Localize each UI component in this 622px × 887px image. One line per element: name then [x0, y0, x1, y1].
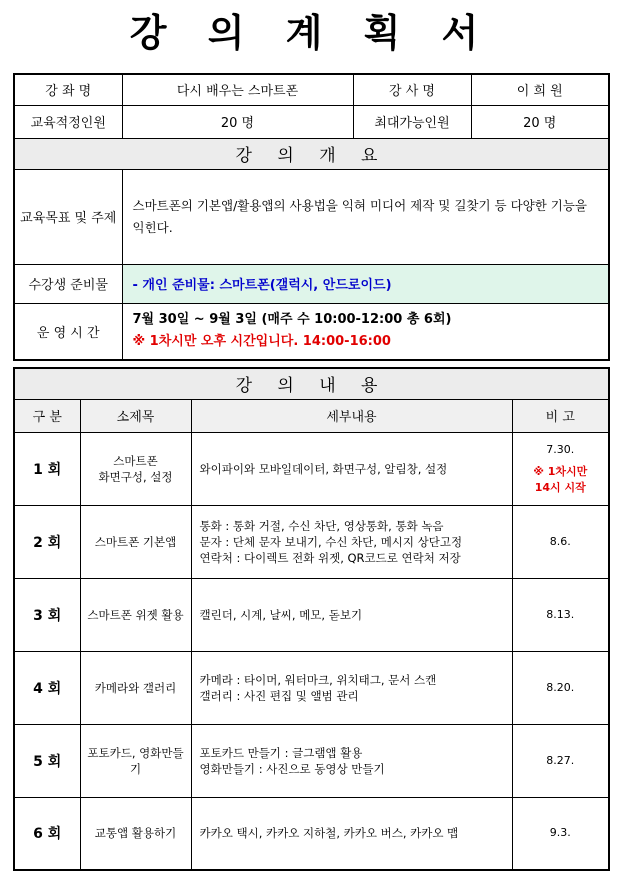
- round-cell: 6 회: [14, 797, 80, 870]
- content-heading-row: [14, 368, 609, 399]
- max-capacity-value: 20 명: [471, 105, 609, 138]
- instructor-label: 강 사 명: [353, 74, 471, 105]
- detail-line: 카카오 택시, 카카오 지하철, 카카오 버스, 카카오 맵: [199, 826, 459, 841]
- table-row: [14, 578, 609, 651]
- detail-cell: [191, 651, 512, 724]
- note-remark: ※ 1차시만: [533, 464, 588, 478]
- detail-cell: [191, 724, 512, 797]
- overview-heading: 강 의 개 요: [14, 138, 609, 169]
- detail-line: 갤러리 : 사진 편집 및 앨범 관리: [199, 688, 359, 703]
- detail-line: 캘린더, 시계, 날씨, 메모, 돋보기: [199, 607, 363, 622]
- detail-cell: [191, 432, 512, 505]
- detail-line: 와이파이와 모바일데이터, 화면구성, 알림창, 설정: [199, 461, 448, 476]
- detail-cell: [191, 505, 512, 578]
- note-date: 7.30.: [546, 442, 575, 456]
- subject-cell: 카메라와 갤러리: [80, 651, 191, 724]
- course-row: [14, 74, 609, 105]
- goal-text: 스마트폰의 기본앱/활용앱의 사용법을 익혀 미디어 제작 및 길찾기 등 다양한 기능을 익힌다.: [122, 169, 609, 264]
- subject-cell: 스마트폰 위젯 활용: [80, 578, 191, 651]
- goal-row: [14, 169, 609, 264]
- content-heading: 강 의 내 용: [14, 368, 609, 399]
- note-cell: [512, 432, 609, 505]
- subject-cell: 스마트폰 기본앱: [80, 505, 191, 578]
- subject-cell: [80, 432, 191, 505]
- max-capacity-label: 최대가능인원: [353, 105, 471, 138]
- detail-line: 연락처 : 다이렉트 전화 위젯, QR코드로 연락처 저장: [199, 550, 461, 565]
- detail-line: 포토카드 만들기 : 글그램앱 활용: [199, 745, 363, 760]
- prep-row: [14, 264, 609, 303]
- note-remark: 14시 시작: [534, 480, 586, 494]
- content-header-row: [14, 399, 609, 432]
- subject-line: 스마트폰: [113, 453, 158, 468]
- detail-line: 영화만들기 : 사진으로 동영상 만들기: [199, 761, 385, 776]
- content-table: [13, 367, 610, 871]
- subject-cell: 교통앱 활용하기: [80, 797, 191, 870]
- prep-text: - 개인 준비물: 스마트폰(갤럭시, 안드로이드): [122, 264, 609, 303]
- detail-cell: [191, 578, 512, 651]
- table-row: [14, 432, 609, 505]
- note-date: 8.6.: [512, 505, 609, 578]
- round-cell: 4 회: [14, 651, 80, 724]
- note-date: 9.3.: [512, 797, 609, 870]
- proper-capacity-label: 교육적정인원: [14, 105, 122, 138]
- header-detail: 세부내용: [191, 399, 512, 432]
- table-row: [14, 651, 609, 724]
- round-cell: 1 회: [14, 432, 80, 505]
- overview-heading-row: [14, 138, 609, 169]
- note-date: 8.13.: [512, 578, 609, 651]
- note-date: 8.27.: [512, 724, 609, 797]
- table-row: [14, 505, 609, 578]
- time-label: 운 영 시 간: [14, 303, 122, 360]
- table-row: [14, 797, 609, 870]
- course-value: 다시 배우는 스마트폰: [122, 74, 353, 105]
- time-row: [14, 303, 609, 360]
- course-info-table: [13, 73, 610, 361]
- detail-line: 문자 : 단체 문자 보내기, 수신 차단, 메시지 상단고정: [199, 534, 463, 549]
- time-notice: ※ 1차시만 오후 시간입니다. 14:00-16:00: [132, 334, 391, 350]
- proper-capacity-value: 20 명: [122, 105, 353, 138]
- goal-label: 교육목표 및 주제: [14, 169, 122, 264]
- header-subject: 소제목: [80, 399, 191, 432]
- table-row: [14, 724, 609, 797]
- round-cell: 5 회: [14, 724, 80, 797]
- time-cell: [122, 303, 609, 360]
- instructor-value: 이 희 원: [471, 74, 609, 105]
- header-note: 비 고: [512, 399, 609, 432]
- round-cell: 2 회: [14, 505, 80, 578]
- subject-cell: 포토카드, 영화만들기: [80, 724, 191, 797]
- course-label: 강 좌 명: [14, 74, 122, 105]
- detail-cell: [191, 797, 512, 870]
- header-round: 구 분: [14, 399, 80, 432]
- prep-label: 수강생 준비물: [14, 264, 122, 303]
- detail-line: 통화 : 통화 거절, 수신 차단, 영상통화, 통화 녹음: [199, 518, 444, 533]
- subject-line: 화면구성, 설정: [98, 469, 173, 484]
- document-title: 강 의 계 획 서: [129, 11, 493, 55]
- note-date: 8.20.: [512, 651, 609, 724]
- detail-line: 카메라 : 타이머, 워터마크, 위치태그, 문서 스캔: [199, 672, 437, 687]
- capacity-row: [14, 105, 609, 138]
- round-cell: 3 회: [14, 578, 80, 651]
- time-schedule: 7월 30일 ~ 9월 3일 (매주 수 10:00-12:00 총 6회): [132, 312, 452, 328]
